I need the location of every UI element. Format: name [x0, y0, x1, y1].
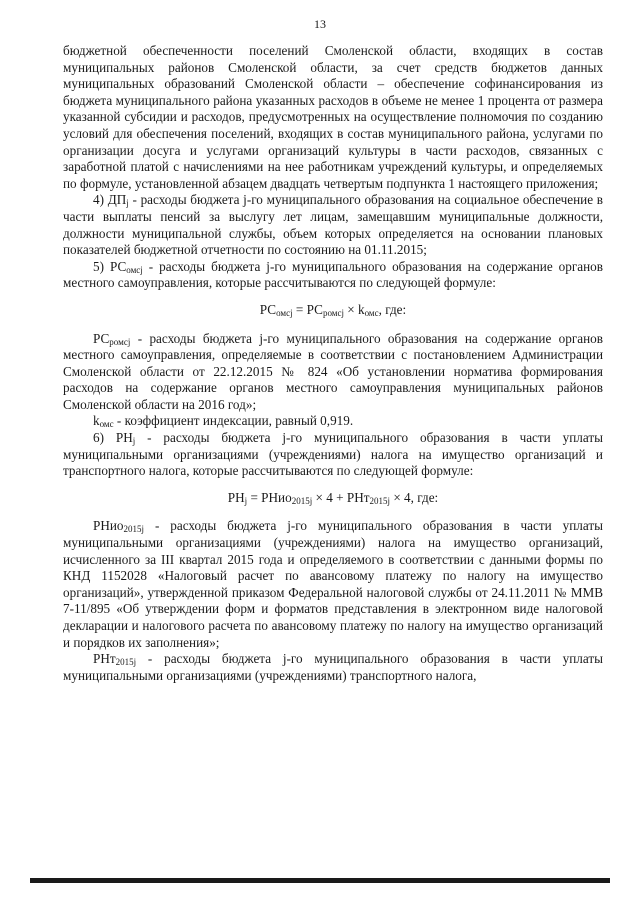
paragraph-item-6: 6) $РН_j$ - расходы бюджета j-го муниципального образования в части уплаты муниципальными организациями (учреждениями) налога на имущество организаций и транспортного налога, которые рассчитываются по следующей формуле:	[63, 430, 603, 479]
page-number: 13	[314, 17, 326, 31]
document-body	[63, 43, 603, 684]
formula-pc-omsj: $РС_{омсj} = РС_{ромсj} \times k_{омс}$, где:	[259, 301, 407, 318]
paragraph-k-oms: $k_{омс}$ - коэффициент индексации, равный 0,919.	[93, 413, 354, 430]
formula-rn-j: $РН_j$ = РНио$_{2015j}$ × 4 + РНт$_{2015j}$ × 4, где:	[227, 489, 439, 506]
paragraph-continuation: бюджетной обеспеченности поселений Смоленской области, входящих в состав муниципальных районов Смоленской области, за счет средств бюджетов данных муниципальных образований Смоленской области – обеспечение софинансирования из бюджета муниципального района указанных расходов в объеме не менее 1 процента от размера указанной субсидии и расходов, предусмотренных на осуществление полномочия по созданию условий для обеспечения поселений, входящих в состав муниципального района, услугами по организации досуга и услугами организаций культуры в части расходов, связанных с заработной платой с начислениями на нее работникам учреждений культуры, и определяемых по формуле, установленной абзацем двадцать четвертым подпункта 1 настоящего приложения;	[63, 43, 603, 191]
paragraph-item-4: 4) $ДП_j$ - расходы бюджета j-го муниципального образования на социальное обеспечение в части выплаты пенсий за выслугу лет лицам, замещавшим муниципальные должности, должности муниципальной службы, объем которых определяется на основании плановых показателей бюджетной отчетности по состоянию на 01.11.2015;	[63, 192, 603, 258]
paragraph-pc-romsj: $РС_{ромсj}$ - расходы бюджета j-го муниципального образования на содержание органов местного самоуправления, определяемые в соответствии с постановлением Администрации Смоленской области от 22.12.2015 № 824 «Об установлении норматива формирования расходов на содержание органов местного самоуправления муниципальных районов Смоленской области на 2016 год»;	[63, 330, 603, 412]
paragraph-rnio: РНио$_{2015j}$ - расходы бюджета j-го муниципального образования в части уплаты муниципальными организациями (учреждениями) налога на имущество организаций, исчисленного за III квартал 2015 года и определяемого в соответствии с данными формы по КНД 1152028 «Налоговый расчет по авансовому платежу по налогу на имущество организаций», утвержденной приказом Федеральной налоговой службы от 24.11.2011 № ММВ 7-11/895 «Об утверждении форм и форматов представления в электронном виде налоговой декларации и налогового расчета по авансовому платежу по налогу на имущество организаций и порядков их заполнения»;	[63, 518, 603, 650]
paragraph-item-5: 5) $РС_{омсj}$ - расходы бюджета j-го муниципального образования на содержание органов местного самоуправления, которые рассчитываются по следующей формуле:	[63, 258, 603, 291]
paragraph-rnt: РНт$_{2015j}$ - расходы бюджета j-го муниципального образования в части уплаты муниципальными организациями (учреждениями) транспортного налога,	[63, 651, 603, 683]
page-bottom-rule	[30, 878, 610, 883]
